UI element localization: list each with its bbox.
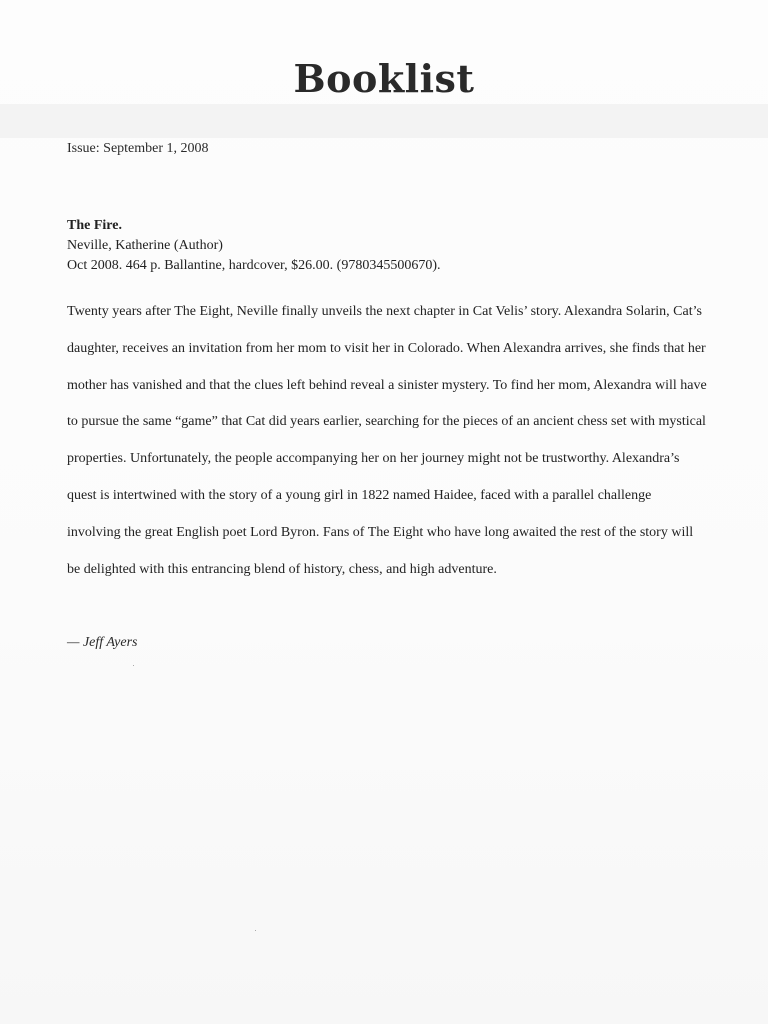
book-details: Oct 2008. 464 p. Ballantine, hardcover, $26.00. (9780345500670). xyxy=(67,258,441,273)
paper-speck xyxy=(255,930,256,931)
book-metadata xyxy=(67,216,440,276)
review-body xyxy=(67,294,707,588)
header-band xyxy=(0,104,768,138)
review-paragraph: Twenty years after The Eight, Neville finally unveils the next chapter in Cat Velis’ story. Alexandra Solarin, Cat’s daughter, receives an invitation from her mom to visit her in Colorado. When Alexandra arrives, she finds that her mother has vanished and that the clues left behind reveal a sinister mystery. To find her mom, Alexandra will have to pursue the same “game” that Cat did years earlier, searching for the pieces of an ancient chess set with mystical properties. Unfortunately, the people accompanying her on her journey might not be trustworthy. Alexandra’s quest is intertwined with the story of a young girl in 1822 named Haidee, faced with a parallel challenge involving the great English poet Lord Byron. Fans of The Eight who have long awaited the rest of the story will be delighted with this entrancing blend of history, chess, and high adventure. xyxy=(67,304,707,577)
book-author: Neville, Katherine (Author) xyxy=(67,238,223,253)
issue-date: Issue: September 1, 2008 xyxy=(67,141,209,156)
paper-speck xyxy=(133,665,134,666)
masthead-title: Booklist xyxy=(293,56,475,101)
book-title: The Fire. xyxy=(67,218,122,233)
reviewer-byline: — Jeff Ayers xyxy=(67,635,138,650)
